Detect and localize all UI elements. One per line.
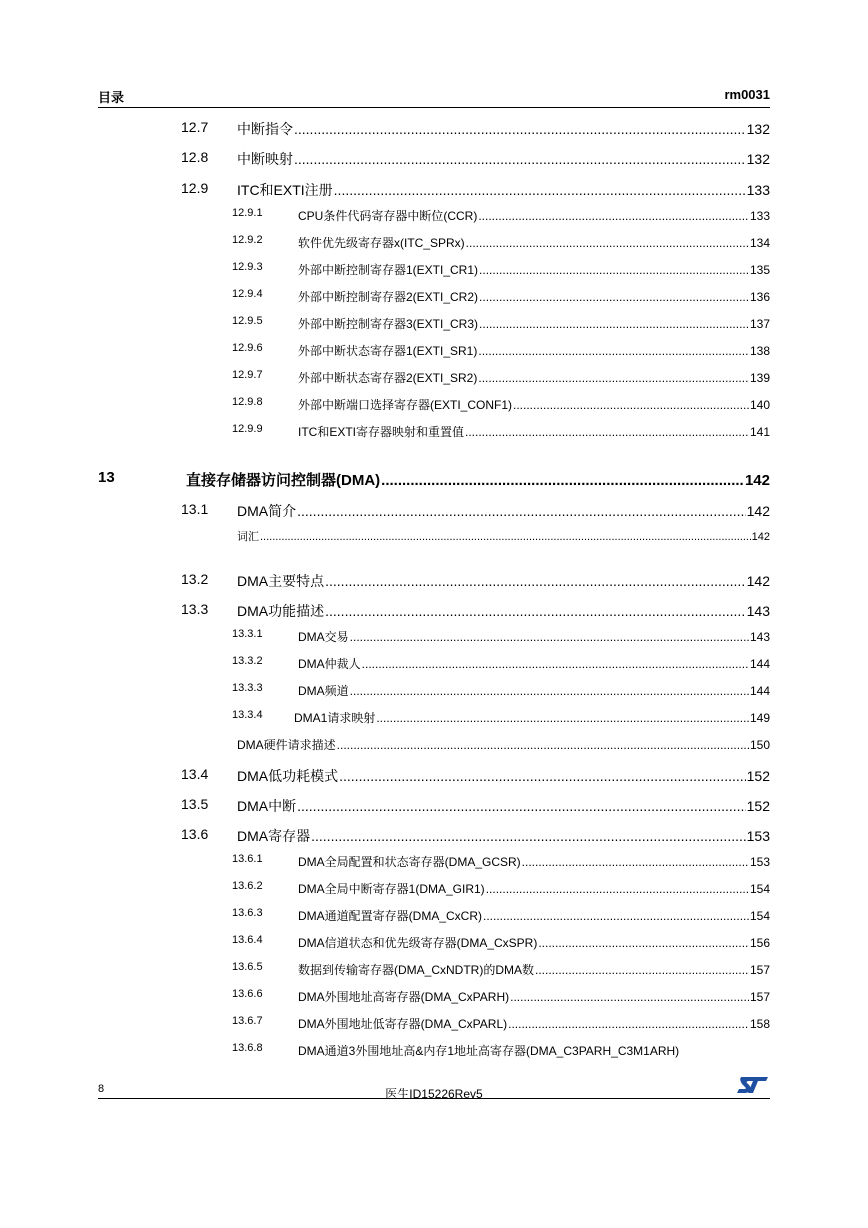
toc-entry[interactable]	[237, 528, 770, 544]
toc-entry-title: DMA低功耗模式	[237, 768, 339, 784]
header-section-title: 目录	[98, 90, 125, 105]
toc-dot-leader	[297, 798, 746, 814]
toc-entry-page: 136	[749, 290, 770, 304]
toc-entry-page: 158	[749, 1017, 770, 1031]
toc-entry-page: 142	[751, 531, 770, 543]
toc-entry-number: 13.3.1	[232, 628, 263, 640]
toc-entry-number: 13.6.1	[232, 853, 263, 865]
toc-dot-leader	[538, 936, 749, 950]
toc-entry[interactable]	[232, 628, 770, 645]
toc-entry[interactable]	[232, 288, 770, 305]
footer-page-number: 8	[98, 1083, 105, 1095]
toc-entry[interactable]	[232, 1015, 770, 1032]
toc-entry-number: 12.9.2	[232, 234, 263, 246]
toc-entry-title: DMA通道3外围地址高&内存1地址高寄存器(DMA_C3PARH_C3M1ARH)	[298, 1044, 680, 1058]
toc-entry[interactable]	[232, 261, 770, 278]
toc-entry-title: 外部中断状态寄存器1(EXTI_SR1)	[298, 344, 478, 358]
toc-entry-number: 12.9.4	[232, 288, 263, 300]
toc-dot-leader	[350, 684, 749, 698]
toc-entry-number: 13.2	[181, 571, 209, 587]
toc-entry-title: DMA外围地址低寄存器(DMA_CxPARL)	[298, 1017, 508, 1031]
toc-entry-page: 142	[746, 503, 770, 519]
toc-entry-number: 13.6.8	[232, 1042, 263, 1054]
toc-entry-title: DMA简介	[237, 503, 297, 519]
toc-entry-page: 150	[749, 738, 770, 752]
toc-dot-leader	[465, 425, 749, 439]
toc-entry-number: 12.9.8	[232, 396, 263, 408]
toc-entry-page: 143	[749, 630, 770, 644]
toc-entry-title: DMA寄存器	[237, 828, 311, 844]
footer-rule	[98, 1098, 770, 1099]
toc-dot-leader	[510, 990, 749, 1004]
toc-dot-leader	[508, 1017, 749, 1031]
toc-entry-title: 中断映射	[237, 151, 293, 167]
toc-entry-page: 139	[749, 371, 770, 385]
toc-entry-page: 152	[746, 798, 770, 814]
toc-entry-page: 153	[746, 828, 770, 844]
toc-entry-page: 142	[746, 573, 770, 589]
toc-entry-page: 157	[749, 990, 770, 1004]
toc-entry-title: DMA功能描述	[237, 603, 325, 619]
toc-entry[interactable]	[232, 342, 770, 359]
toc-entry-title: DMA频道	[298, 684, 349, 698]
toc-entry-page: 137	[749, 317, 770, 331]
toc-entry-title: 中断指令	[237, 121, 293, 137]
toc-entry-number: 13.6	[181, 826, 209, 842]
toc-entry[interactable]	[181, 501, 770, 521]
toc-dot-leader	[339, 768, 746, 784]
st-logo-icon	[736, 1075, 770, 1095]
toc-entry-page: 133	[746, 182, 770, 198]
toc-dot-leader	[260, 531, 751, 543]
toc-entry[interactable]	[232, 934, 770, 951]
toc-entry-title: 直接存储器访问控制器(DMA)	[186, 472, 381, 489]
toc-entry-page: 133	[749, 209, 770, 223]
toc-dot-leader	[478, 344, 749, 358]
toc-entry-number: 13.6.2	[232, 880, 263, 892]
toc-dot-leader	[362, 657, 749, 671]
toc-entry-page: 138	[749, 344, 770, 358]
toc-dot-leader	[325, 603, 746, 619]
toc-entry-page: 142	[744, 472, 770, 489]
toc-entry-title: 外部中断控制寄存器3(EXTI_CR3)	[298, 317, 479, 331]
toc-entry-title: ITC和EXTI寄存器映射和重置值	[298, 425, 465, 439]
toc-entry-page: 156	[749, 936, 770, 950]
toc-entry[interactable]	[181, 826, 770, 846]
toc-entry-title: DMA全局中断寄存器1(DMA_GIR1)	[298, 882, 485, 896]
toc-entry-page: 143	[746, 603, 770, 619]
toc-entry-number: 13.6.4	[232, 934, 263, 946]
toc-entry-number: 13.4	[181, 766, 209, 782]
toc-entry-number: 13.6.6	[232, 988, 263, 1000]
toc-entry-title: 外部中断状态寄存器2(EXTI_SR2)	[298, 371, 478, 385]
toc-dot-leader	[311, 828, 746, 844]
toc-entry-title: 词汇	[237, 531, 259, 543]
toc-entry-title: ITC和EXTI注册	[237, 182, 333, 198]
toc-entry-number: 12.8	[181, 149, 209, 165]
toc-entry[interactable]	[232, 853, 770, 870]
toc-entry-number: 12.9.1	[232, 207, 263, 219]
toc-dot-leader	[294, 121, 746, 137]
toc-entry-page: 153	[749, 855, 770, 869]
header-rule	[98, 107, 770, 108]
toc-entry-page: 140	[749, 398, 770, 412]
toc-entry[interactable]	[232, 234, 770, 251]
toc-entry-title: 数据到传输寄存器(DMA_CxNDTR)的DMA数	[298, 963, 534, 977]
toc-entry-number: 13	[98, 469, 115, 486]
toc-dot-leader	[294, 151, 746, 167]
toc-dot-leader	[479, 263, 749, 277]
toc-entry[interactable]	[181, 601, 770, 621]
toc-dot-leader	[513, 398, 749, 412]
toc-dot-leader	[479, 317, 749, 331]
toc-entry-title: DMA交易	[298, 630, 349, 644]
toc-dot-leader	[486, 882, 749, 896]
toc-entry[interactable]	[181, 766, 770, 786]
toc-entry[interactable]	[181, 149, 770, 169]
toc-entry-number: 12.9.6	[232, 342, 263, 354]
toc-entry-page: 132	[746, 151, 770, 167]
toc-entry-number: 13.3.3	[232, 682, 263, 694]
toc-entry[interactable]	[237, 736, 770, 753]
toc-entry-number: 13.3.4	[232, 709, 263, 721]
toc-entry-page: 144	[749, 657, 770, 671]
toc-entry-page: 157	[749, 963, 770, 977]
toc-entry-number: 13.6.5	[232, 961, 263, 973]
toc-entry-page: 154	[749, 882, 770, 896]
toc-dot-leader	[334, 182, 746, 198]
toc-entry[interactable]	[232, 880, 770, 897]
toc-dot-leader	[466, 236, 749, 250]
toc-dot-leader	[535, 963, 749, 977]
toc-entry-title: 外部中断控制寄存器2(EXTI_CR2)	[298, 290, 479, 304]
toc-dot-leader	[297, 503, 746, 519]
toc-entry-title: DMA硬件请求描述	[237, 738, 336, 752]
toc-entry-page: 149	[749, 711, 770, 725]
toc-entry-number: 13.6.7	[232, 1015, 263, 1027]
toc-entry-page: 144	[749, 684, 770, 698]
toc-entry-number: 12.7	[181, 119, 209, 135]
toc-entry-title: DMA信道状态和优先级寄存器(DMA_CxSPR)	[298, 936, 538, 950]
toc-entry[interactable]	[232, 369, 770, 386]
toc-entry-title: DMA通道配置寄存器(DMA_CxCR)	[298, 909, 482, 923]
toc-entry-number: 13.3	[181, 601, 209, 617]
toc-entry[interactable]	[232, 315, 770, 332]
toc-entry[interactable]	[232, 655, 770, 672]
toc-entry-title: 软件优先级寄存器x(ITC_SPRx)	[298, 236, 465, 250]
toc-entry-number: 13.5	[181, 796, 209, 812]
toc-entry-number: 13.1	[181, 501, 209, 517]
toc-entry-page: 135	[749, 263, 770, 277]
toc-entry[interactable]	[98, 469, 770, 490]
toc-entry-title: 外部中断控制寄存器1(EXTI_CR1)	[298, 263, 479, 277]
toc-entry-title: DMA主要特点	[237, 573, 325, 589]
toc-entry-title: DMA1请求映射	[294, 711, 376, 725]
toc-entry-page: 132	[746, 121, 770, 137]
toc-entry-number: 13.3.2	[232, 655, 263, 667]
toc-dot-leader	[325, 573, 746, 589]
toc-entry-page: 134	[749, 236, 770, 250]
toc-entry[interactable]	[232, 396, 770, 413]
toc-entry[interactable]	[181, 796, 770, 816]
toc-entry-number: 12.9	[181, 180, 209, 196]
toc-dot-leader	[479, 290, 749, 304]
toc-entry-title: 外部中断端口选择寄存器(EXTI_CONF1)	[298, 398, 513, 412]
toc-entry[interactable]	[232, 961, 770, 978]
toc-entry-page: 154	[749, 909, 770, 923]
toc-entry[interactable]	[232, 423, 770, 440]
toc-entry-number: 12.9.3	[232, 261, 263, 273]
toc-entry-page: 152	[746, 768, 770, 784]
toc-entry-title: CPU条件代码寄存器中断位(CCR)	[298, 209, 478, 223]
toc-dot-leader	[522, 855, 749, 869]
toc-entry[interactable]	[232, 207, 770, 224]
toc-entry[interactable]	[181, 180, 770, 200]
toc-entry-number: 12.9.5	[232, 315, 263, 327]
toc-entry-title: DMA外围地址高寄存器(DMA_CxPARH)	[298, 990, 510, 1004]
toc-entry[interactable]	[232, 709, 770, 726]
toc-dot-leader	[478, 371, 749, 385]
footer-doc-id: 医生ID15226Rev5	[385, 1087, 483, 1101]
toc-entry-number: 13.6.3	[232, 907, 263, 919]
toc-entry[interactable]	[181, 119, 770, 139]
toc-entry[interactable]	[232, 988, 770, 1005]
toc-dot-leader	[376, 711, 749, 725]
toc-entry-page: 141	[749, 425, 770, 439]
toc-entry[interactable]	[181, 571, 770, 591]
toc-entry[interactable]	[232, 682, 770, 699]
toc-entry-number: 12.9.7	[232, 369, 263, 381]
toc-dot-leader	[350, 630, 749, 644]
toc-entry-title: DMA全局配置和状态寄存器(DMA_GCSR)	[298, 855, 521, 869]
toc-dot-leader	[478, 209, 749, 223]
header-doc-code: rm0031	[724, 87, 770, 102]
toc-entry-number: 12.9.9	[232, 423, 263, 435]
toc-dot-leader	[337, 738, 749, 752]
toc-dot-leader	[483, 909, 749, 923]
toc-entry-title: DMA中断	[237, 798, 297, 814]
toc-entry[interactable]	[232, 1042, 770, 1059]
toc-dot-leader	[381, 472, 744, 489]
toc-entry[interactable]	[232, 907, 770, 924]
toc-entry-title: DMA仲裁人	[298, 657, 361, 671]
